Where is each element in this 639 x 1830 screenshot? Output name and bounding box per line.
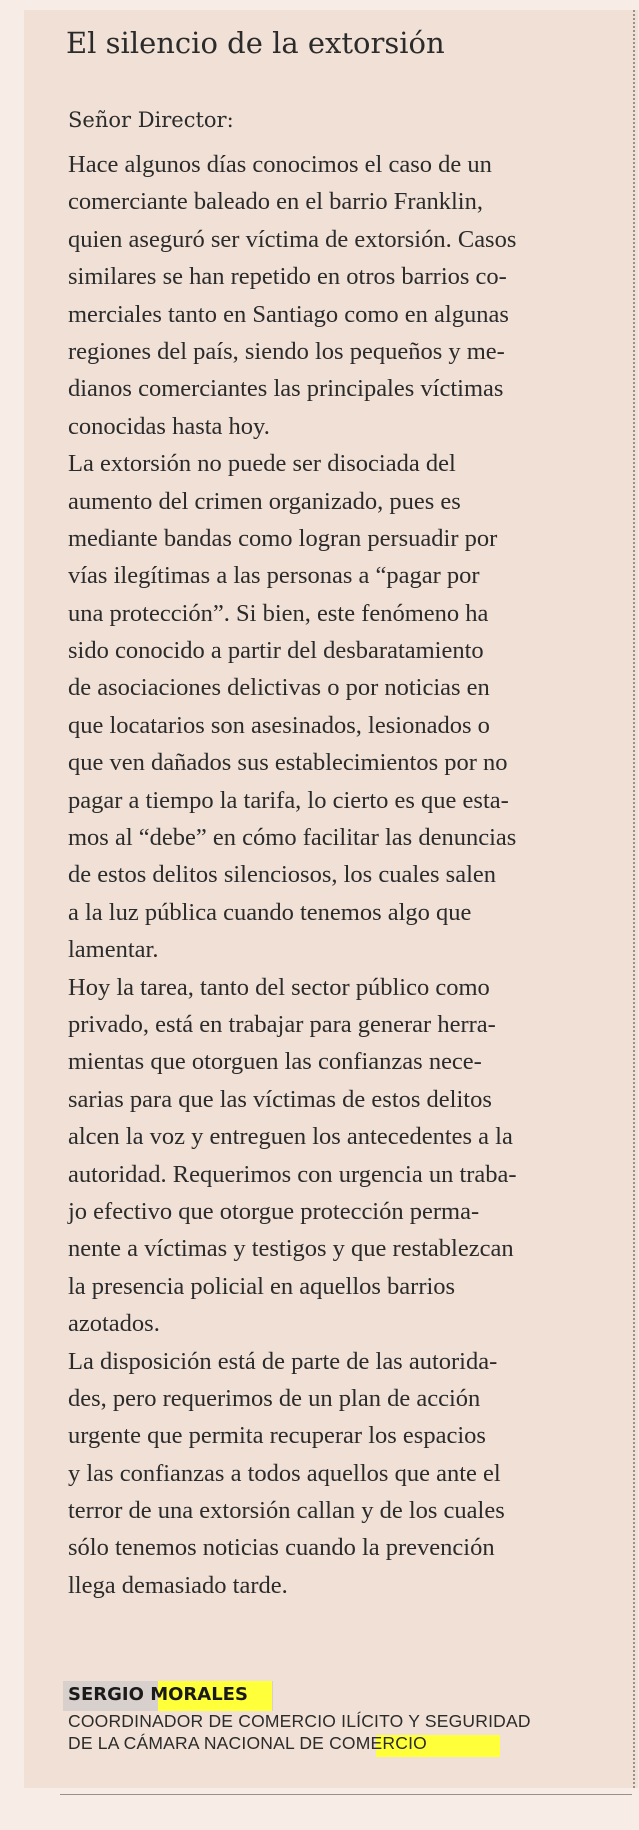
letter-line: nente a víctimas y testigos y que restablezcan <box>68 1235 514 1263</box>
signature-last-name: MORALES <box>150 1684 248 1705</box>
letter-line: terror de una extorsión callan y de los cuales <box>68 1497 505 1525</box>
letter-line: jo efectivo que otorgue protección perma- <box>68 1197 480 1225</box>
letter-line: la presencia policial en aquellos barrios <box>68 1272 456 1300</box>
signature-title-line-1: COORDINADOR DE COMERCIO ILÍCITO Y SEGURIDAD <box>68 1711 531 1731</box>
letter-line: alcen la voz y entreguen los antecedentes a la <box>68 1123 513 1151</box>
letter-line: azotados. <box>68 1310 160 1338</box>
bottom-rule <box>60 1794 632 1795</box>
signature-name <box>68 1684 248 1705</box>
letter-line: urgente que permita recuperar los espacios <box>68 1422 486 1450</box>
letter-body <box>68 146 628 1604</box>
letter-line: merciales tanto en Santiago como en algunas <box>68 300 509 328</box>
letter-line: des, pero requerimos de un plan de acción <box>68 1384 481 1412</box>
letter-line: Hace algunos días conocimos el caso de un <box>68 151 492 178</box>
letter-line: mediante bandas como logran persuadir por <box>68 524 498 552</box>
letter-line: similares se han repetido en otros barrios co- <box>68 263 507 291</box>
letter-line: una protección”. Si bien, este fenómeno ha <box>68 599 489 627</box>
letter-line: aumento del crimen organizado, pues es <box>68 487 461 515</box>
letter-line: dianos comerciantes las principales víctimas <box>68 375 504 403</box>
letter-line: que ven dañados sus establecimientos por no <box>68 749 508 777</box>
signature-title-highlight: COMERCIO <box>329 1733 427 1753</box>
letter-line: regiones del país, siendo los pequeños y me- <box>68 337 505 365</box>
letter-line: de asociaciones delictivas o por noticias en <box>68 674 490 702</box>
letter-line: mos al “debe” en cómo facilitar las denuncias <box>68 824 517 852</box>
headline: El silencio de la extorsión <box>66 26 445 60</box>
signature-title-prefix: DE LA CÁMARA NACIONAL DE <box>68 1733 330 1753</box>
signature-first-name: SERGIO <box>68 1684 144 1705</box>
letter-line: mientas que otorguen las confianzas nece- <box>68 1048 482 1076</box>
dotted-border <box>633 10 635 1788</box>
letter-line: comerciante baleado en el barrio Franklin, <box>68 188 483 216</box>
letter-line: privado, está en trabajar para generar herra- <box>68 1010 496 1038</box>
letter-line: pagar a tiempo la tarifa, lo cierto es que esta- <box>68 786 509 814</box>
letter-line: conocidas hasta hoy. <box>68 412 270 440</box>
salutation: Señor Director: <box>68 108 234 132</box>
signature-title-line-2 <box>68 1733 427 1754</box>
letter-line: vías ilegítimas a las personas a “pagar por <box>68 562 480 590</box>
letter-line: lamentar. <box>68 936 159 964</box>
letter-line: que locatarios son asesinados, lesionados o <box>68 711 490 739</box>
letter-line: llega demasiado tarde. <box>68 1571 288 1599</box>
letter-line: La extorsión no puede ser disociada del <box>68 450 456 478</box>
letter-line: La disposición está de parte de las autorida- <box>68 1347 498 1375</box>
letter-line: sido conocido a partir del desbaratamiento <box>68 637 484 665</box>
letter-line: y las confianzas a todos aquellos que ante el <box>68 1459 501 1487</box>
letter-line: quien aseguró ser víctima de extorsión. Casos <box>68 225 517 253</box>
letter-line: a la luz pública cuando tenemos algo que <box>68 898 472 926</box>
letter-line: Hoy la tarea, tanto del sector público como <box>68 973 490 1001</box>
letter-line: sólo tenemos noticias cuando la prevención <box>68 1534 495 1562</box>
letter-line: de estos delitos silenciosos, los cuales salen <box>68 861 496 889</box>
letter-line: sarias para que las víctimas de estos delitos <box>68 1085 492 1113</box>
letter-line: autoridad. Requerimos con urgencia un traba- <box>68 1160 517 1188</box>
